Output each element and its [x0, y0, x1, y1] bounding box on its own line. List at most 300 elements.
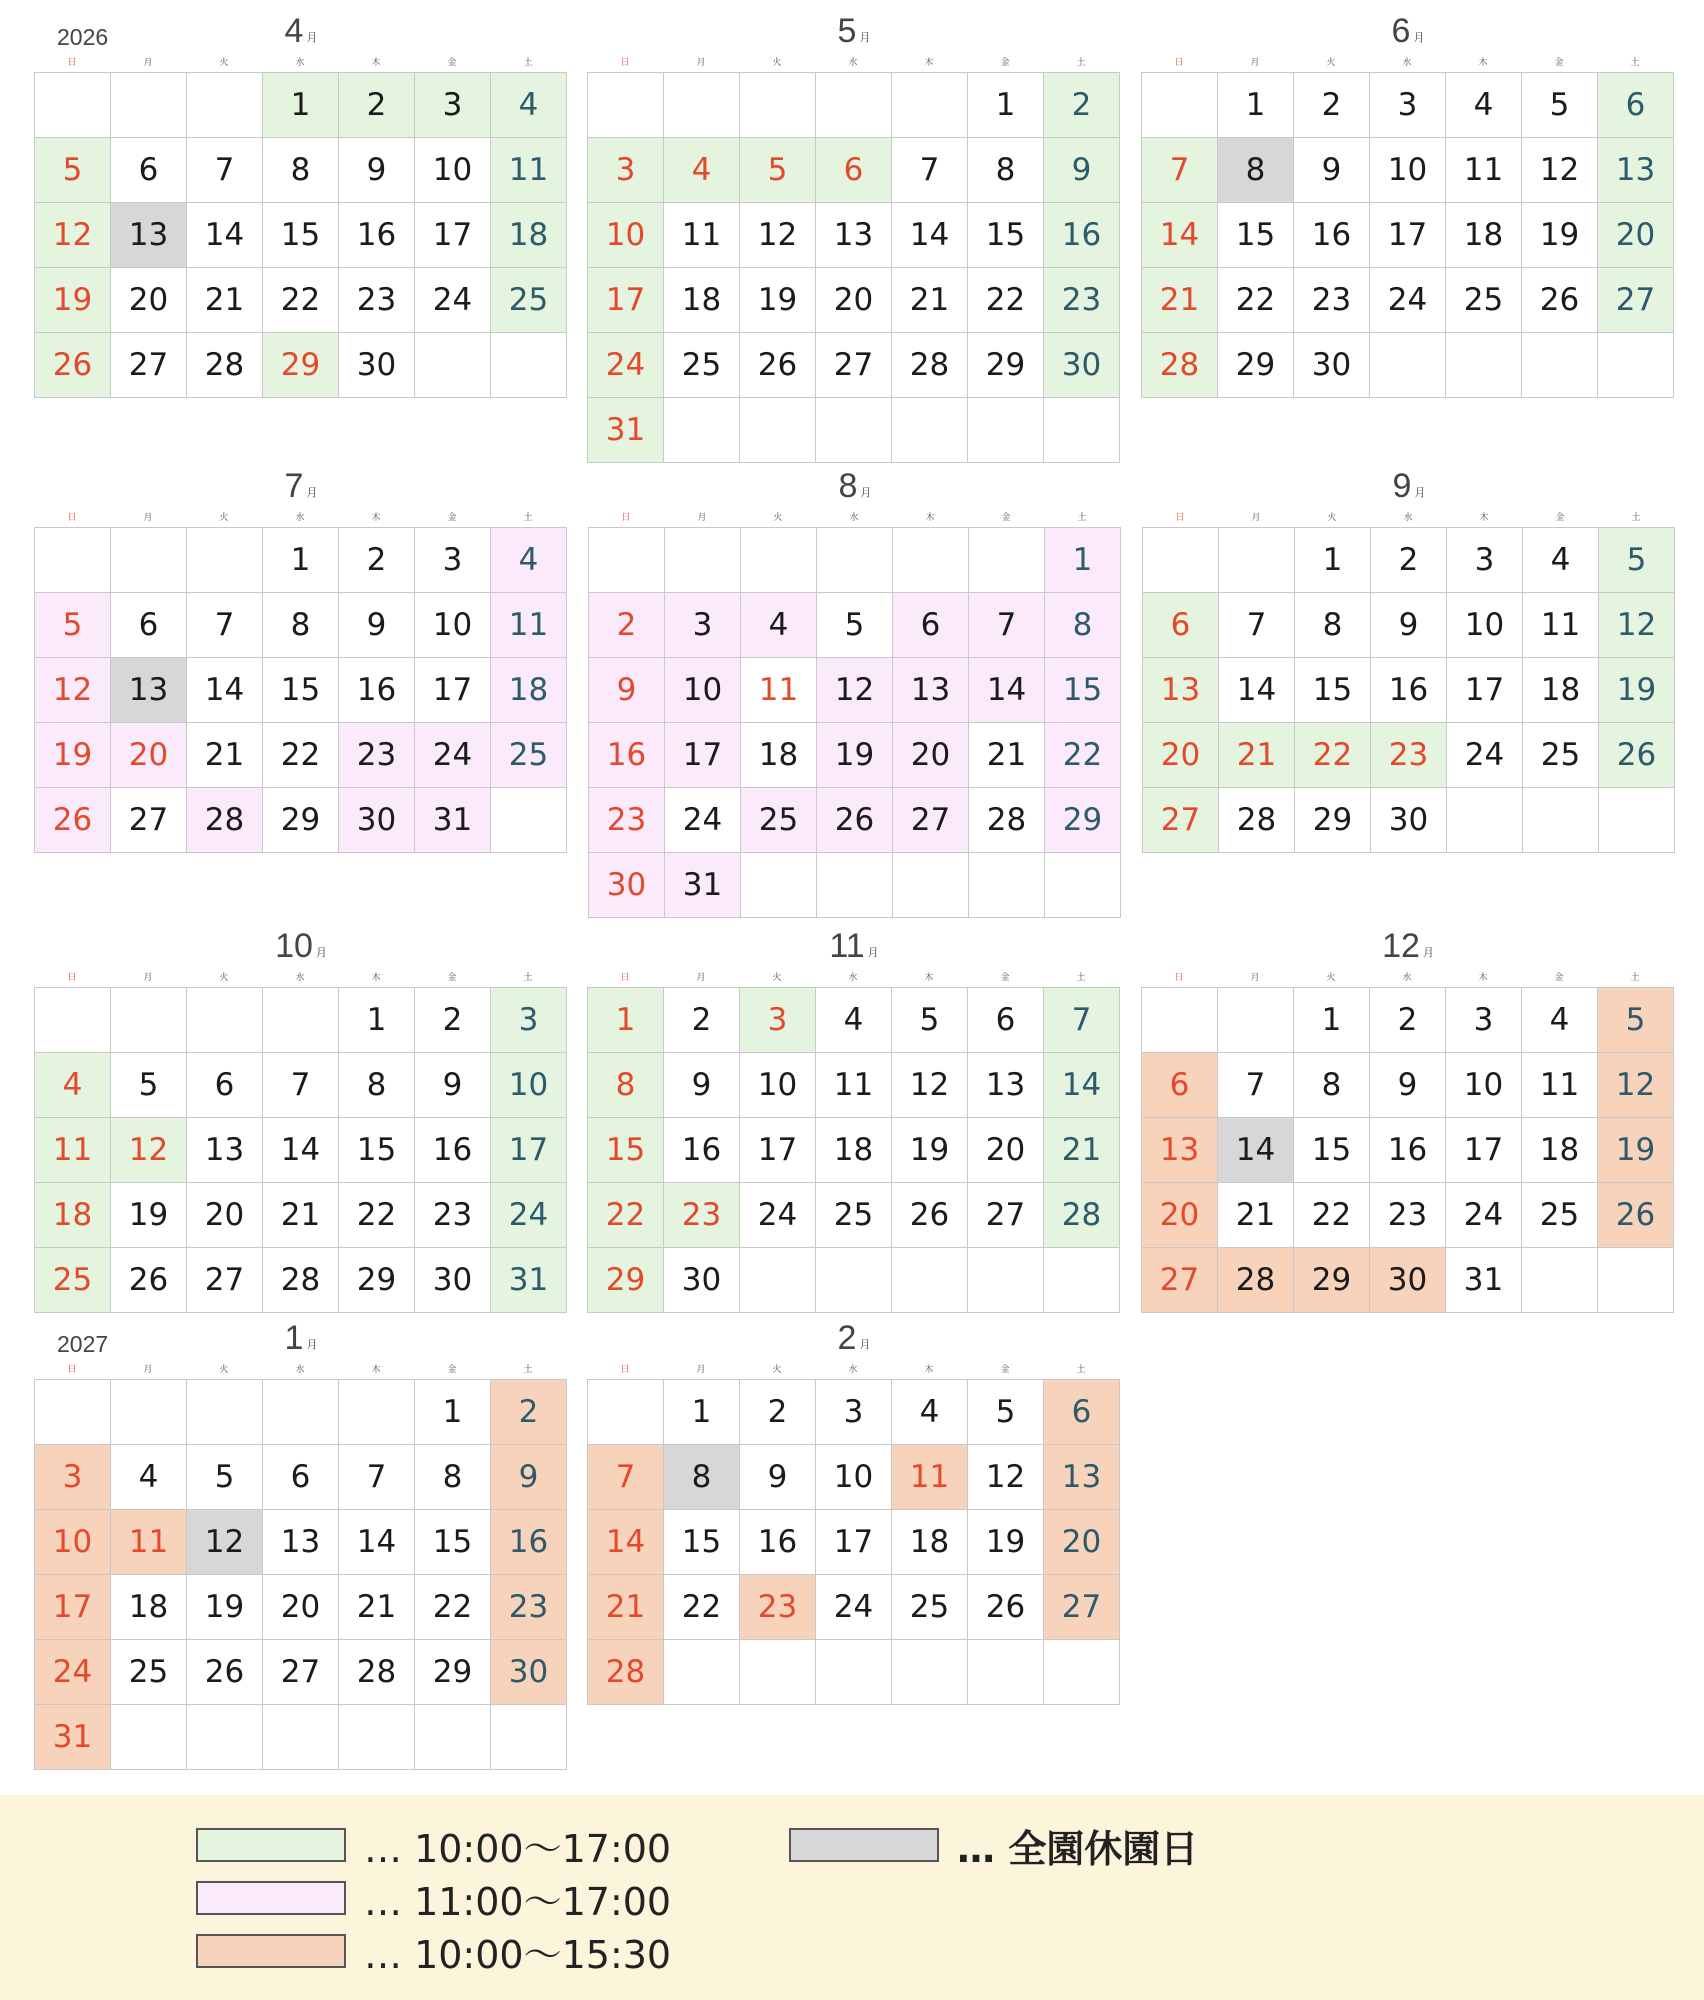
- day-cell: 19: [968, 1510, 1044, 1575]
- day-cell: 25: [491, 723, 567, 788]
- empty-cell: [968, 1248, 1044, 1313]
- day-cell: 23: [1294, 268, 1370, 333]
- day-cell: 26: [968, 1575, 1044, 1640]
- day-cell: 20: [893, 723, 969, 788]
- day-cell: 14: [588, 1510, 664, 1575]
- day-cell: 13: [816, 203, 892, 268]
- empty-cell: [816, 1248, 892, 1313]
- empty-cell: [111, 73, 187, 138]
- day-cell: 17: [816, 1510, 892, 1575]
- day-cell: 10: [816, 1445, 892, 1510]
- day-cell: 17: [415, 658, 491, 723]
- day-cell: 21: [187, 723, 263, 788]
- day-cell: 6: [893, 593, 969, 658]
- day-cell: 25: [1522, 1183, 1598, 1248]
- day-cell: 23: [339, 268, 415, 333]
- day-cell: 2: [339, 73, 415, 138]
- month-header: [587, 915, 1121, 967]
- day-cell: 12: [35, 658, 111, 723]
- day-cell: 21: [1044, 1118, 1120, 1183]
- month-calendar-2026-08: [588, 455, 1122, 903]
- day-cell: 12: [1599, 593, 1675, 658]
- day-cell: 3: [491, 988, 567, 1053]
- day-cell: 10: [740, 1053, 816, 1118]
- day-cell: 22: [415, 1575, 491, 1640]
- day-cell: 7: [892, 138, 968, 203]
- weekday-header: [34, 971, 568, 985]
- month-calendar-2026-10: [34, 915, 568, 1298]
- month-calendar-2026-07: [34, 455, 568, 838]
- month-number: 9: [1392, 467, 1412, 505]
- empty-cell: [111, 1705, 187, 1770]
- day-cell: 7: [263, 1053, 339, 1118]
- day-cell: 16: [415, 1118, 491, 1183]
- weekday-label: 火: [772, 1365, 782, 1375]
- day-cell: 12: [968, 1445, 1044, 1510]
- day-cell: 19: [187, 1575, 263, 1640]
- day-cell: 16: [339, 658, 415, 723]
- day-cell: 27: [111, 788, 187, 853]
- day-cell: 3: [415, 528, 491, 593]
- month-calendar-2026-06: [1141, 0, 1675, 383]
- empty-cell: [1219, 528, 1295, 593]
- day-cell: 23: [339, 723, 415, 788]
- empty-cell: [1044, 398, 1120, 463]
- day-cell: 7: [969, 593, 1045, 658]
- empty-cell: [1446, 333, 1522, 398]
- month-suffix: 月: [1413, 31, 1425, 44]
- day-cell: 27: [187, 1248, 263, 1313]
- weekday-label: 金: [1000, 973, 1010, 983]
- empty-cell: [740, 398, 816, 463]
- weekday-label: 日: [621, 513, 631, 523]
- day-cell: 3: [35, 1445, 111, 1510]
- weekday-label: 日: [1174, 58, 1184, 68]
- day-cell: 1: [339, 988, 415, 1053]
- weekday-label: 火: [219, 513, 229, 523]
- day-cell: 12: [817, 658, 893, 723]
- day-cell: 6: [1142, 1053, 1218, 1118]
- day-cell: 2: [1370, 988, 1446, 1053]
- day-cell: 5: [1599, 528, 1675, 593]
- day-cell: 13: [1598, 138, 1674, 203]
- day-cell: 7: [588, 1445, 664, 1510]
- day-cell: 9: [589, 658, 665, 723]
- day-cell: 16: [491, 1510, 567, 1575]
- day-cell: 29: [968, 333, 1044, 398]
- day-cell: 18: [1522, 1118, 1598, 1183]
- day-cell: 27: [263, 1640, 339, 1705]
- day-cell: 20: [1142, 1183, 1218, 1248]
- day-cell: 29: [263, 333, 339, 398]
- year-label: 2027: [57, 1331, 109, 1357]
- day-cell: 5: [740, 138, 816, 203]
- day-cell: 15: [1294, 1118, 1370, 1183]
- weekday-label: 火: [219, 58, 229, 68]
- weekday-header: [34, 1363, 568, 1377]
- weekday-label: 土: [1630, 973, 1640, 983]
- day-cell: 14: [1219, 658, 1295, 723]
- weekday-label: 火: [773, 513, 783, 523]
- empty-cell: [187, 1705, 263, 1770]
- day-cell: 23: [740, 1575, 816, 1640]
- day-cell: 21: [263, 1183, 339, 1248]
- day-cell: 11: [741, 658, 817, 723]
- day-cell: 21: [892, 268, 968, 333]
- day-cell: 14: [892, 203, 968, 268]
- day-cell: 21: [1218, 1183, 1294, 1248]
- day-cell: 11: [491, 593, 567, 658]
- empty-cell: [893, 528, 969, 593]
- day-cell: 25: [1446, 268, 1522, 333]
- day-cell: 22: [588, 1183, 664, 1248]
- month-grid: [1142, 527, 1675, 853]
- day-cell: 22: [1294, 1183, 1370, 1248]
- legend-label-orange: … 10:00〜15:30: [364, 1932, 672, 1977]
- day-cell: 16: [1044, 203, 1120, 268]
- day-cell: 28: [969, 788, 1045, 853]
- empty-cell: [968, 1640, 1044, 1705]
- day-cell: 17: [665, 723, 741, 788]
- weekday-label: 木: [371, 513, 381, 523]
- weekday-header: [1141, 971, 1675, 985]
- day-cell: 22: [263, 723, 339, 788]
- day-cell: 1: [263, 73, 339, 138]
- day-cell: 21: [1219, 723, 1295, 788]
- empty-cell: [1045, 853, 1121, 918]
- day-cell: 1: [588, 988, 664, 1053]
- day-cell: 25: [664, 333, 740, 398]
- day-cell: 22: [664, 1575, 740, 1640]
- day-cell: 9: [664, 1053, 740, 1118]
- empty-cell: [969, 853, 1045, 918]
- day-cell: 31: [491, 1248, 567, 1313]
- day-cell: 15: [263, 203, 339, 268]
- month-grid: [587, 72, 1120, 463]
- weekday-header: [1141, 56, 1675, 70]
- empty-cell: [415, 333, 491, 398]
- empty-cell: [664, 1640, 740, 1705]
- day-cell: 23: [664, 1183, 740, 1248]
- month-number: 4: [284, 12, 304, 50]
- empty-cell: [968, 398, 1044, 463]
- month-calendar-2026-04: [34, 0, 568, 383]
- empty-cell: [741, 853, 817, 918]
- empty-cell: [740, 73, 816, 138]
- legend-label-gray: … 全園休園日: [957, 1826, 1199, 1871]
- empty-cell: [111, 528, 187, 593]
- empty-cell: [263, 988, 339, 1053]
- day-cell: 6: [263, 1445, 339, 1510]
- day-cell: 18: [491, 658, 567, 723]
- month-calendar-2026-11: [587, 915, 1121, 1298]
- day-cell: 13: [111, 203, 187, 268]
- weekday-label: 金: [1555, 513, 1565, 523]
- day-cell: 26: [1522, 268, 1598, 333]
- weekday-header: [587, 1363, 1121, 1377]
- weekday-label: 土: [523, 1365, 533, 1375]
- day-cell: 6: [1143, 593, 1219, 658]
- empty-cell: [1143, 528, 1219, 593]
- day-cell: 24: [491, 1183, 567, 1248]
- day-cell: 11: [664, 203, 740, 268]
- day-cell: 15: [588, 1118, 664, 1183]
- day-cell: 24: [35, 1640, 111, 1705]
- day-cell: 4: [1446, 73, 1522, 138]
- day-cell: 6: [187, 1053, 263, 1118]
- day-cell: 28: [1044, 1183, 1120, 1248]
- weekday-label: 火: [772, 973, 782, 983]
- weekday-header: [587, 56, 1121, 70]
- empty-cell: [491, 788, 567, 853]
- day-cell: 16: [740, 1510, 816, 1575]
- day-cell: 28: [1219, 788, 1295, 853]
- month-number: 5: [837, 12, 857, 50]
- weekday-label: 金: [1000, 1365, 1010, 1375]
- day-cell: 18: [1523, 658, 1599, 723]
- weekday-label: 金: [447, 513, 457, 523]
- empty-cell: [1370, 333, 1446, 398]
- day-cell: 30: [491, 1640, 567, 1705]
- day-cell: 26: [1599, 723, 1675, 788]
- day-cell: 6: [1044, 1380, 1120, 1445]
- month-number: 8: [838, 467, 858, 505]
- weekday-header: [588, 511, 1122, 525]
- empty-cell: [816, 73, 892, 138]
- day-cell: 18: [741, 723, 817, 788]
- empty-cell: [816, 1640, 892, 1705]
- day-cell: 29: [415, 1640, 491, 1705]
- month-title: [588, 469, 1122, 503]
- day-cell: 24: [1446, 1183, 1522, 1248]
- day-cell: 23: [589, 788, 665, 853]
- day-cell: 30: [664, 1248, 740, 1313]
- empty-cell: [589, 528, 665, 593]
- day-cell: 2: [1044, 73, 1120, 138]
- weekday-label: 月: [696, 973, 706, 983]
- day-cell: 28: [588, 1640, 664, 1705]
- day-cell: 12: [740, 203, 816, 268]
- empty-cell: [588, 1380, 664, 1445]
- day-cell: 20: [111, 723, 187, 788]
- empty-cell: [1522, 333, 1598, 398]
- day-cell: 9: [491, 1445, 567, 1510]
- day-cell: 20: [816, 268, 892, 333]
- empty-cell: [664, 73, 740, 138]
- weekday-header: [34, 511, 568, 525]
- weekday-label: 月: [143, 973, 153, 983]
- empty-cell: [1522, 1248, 1598, 1313]
- month-title: [1141, 14, 1675, 48]
- empty-cell: [892, 1248, 968, 1313]
- day-cell: 24: [415, 268, 491, 333]
- day-cell: 18: [35, 1183, 111, 1248]
- day-cell: 22: [968, 268, 1044, 333]
- day-cell: 24: [415, 723, 491, 788]
- empty-cell: [817, 853, 893, 918]
- month-title: [34, 469, 568, 503]
- empty-cell: [741, 528, 817, 593]
- day-cell: 10: [1370, 138, 1446, 203]
- day-cell: 25: [111, 1640, 187, 1705]
- day-cell: 19: [35, 723, 111, 788]
- empty-cell: [1142, 73, 1218, 138]
- day-cell: 25: [816, 1183, 892, 1248]
- day-cell: 15: [263, 658, 339, 723]
- day-cell: 28: [892, 333, 968, 398]
- day-cell: 19: [817, 723, 893, 788]
- day-cell: 26: [35, 333, 111, 398]
- day-cell: 20: [111, 268, 187, 333]
- weekday-label: 月: [697, 513, 707, 523]
- weekday-label: 土: [1630, 58, 1640, 68]
- day-cell: 4: [892, 1380, 968, 1445]
- day-cell: 7: [187, 593, 263, 658]
- day-cell: 21: [187, 268, 263, 333]
- day-cell: 13: [187, 1118, 263, 1183]
- day-cell: 18: [1446, 203, 1522, 268]
- day-cell: 19: [892, 1118, 968, 1183]
- day-cell: 16: [589, 723, 665, 788]
- weekday-label: 木: [371, 1365, 381, 1375]
- day-cell: 9: [339, 138, 415, 203]
- day-cell: 20: [1598, 203, 1674, 268]
- month-header: [1141, 915, 1675, 967]
- day-cell: 7: [1044, 988, 1120, 1053]
- empty-cell: [35, 73, 111, 138]
- day-cell: 15: [1218, 203, 1294, 268]
- day-cell: 3: [1446, 988, 1522, 1053]
- day-cell: 27: [1044, 1575, 1120, 1640]
- weekday-label: 木: [371, 58, 381, 68]
- weekday-label: 木: [924, 58, 934, 68]
- day-cell: 8: [263, 593, 339, 658]
- day-cell: 1: [1218, 73, 1294, 138]
- day-cell: 19: [1522, 203, 1598, 268]
- day-cell: 5: [817, 593, 893, 658]
- day-cell: 24: [588, 333, 664, 398]
- day-cell: 16: [339, 203, 415, 268]
- day-cell: 29: [1294, 1248, 1370, 1313]
- day-cell: 13: [968, 1053, 1044, 1118]
- day-cell: 10: [35, 1510, 111, 1575]
- weekday-label: 水: [848, 58, 858, 68]
- weekday-label: 水: [295, 1365, 305, 1375]
- empty-cell: [740, 1248, 816, 1313]
- day-cell: 27: [1598, 268, 1674, 333]
- legend-item-orange: [196, 1931, 672, 1977]
- day-cell: 13: [1044, 1445, 1120, 1510]
- day-cell: 19: [111, 1183, 187, 1248]
- day-cell: 16: [1371, 658, 1447, 723]
- empty-cell: [491, 333, 567, 398]
- day-cell: 2: [1294, 73, 1370, 138]
- day-cell: 15: [339, 1118, 415, 1183]
- month-calendar-2026-12: [1141, 915, 1675, 1298]
- day-cell: 2: [339, 528, 415, 593]
- day-cell: 25: [35, 1248, 111, 1313]
- day-cell: 22: [339, 1183, 415, 1248]
- month-suffix: 月: [1422, 946, 1434, 959]
- weekday-header: [34, 56, 568, 70]
- day-cell: 14: [187, 203, 263, 268]
- day-cell: 21: [588, 1575, 664, 1640]
- month-number: 11: [829, 927, 865, 965]
- month-title: [1141, 929, 1675, 963]
- day-cell: 12: [111, 1118, 187, 1183]
- day-cell: 18: [111, 1575, 187, 1640]
- day-cell: 20: [968, 1118, 1044, 1183]
- weekday-label: 金: [1001, 513, 1011, 523]
- empty-cell: [35, 988, 111, 1053]
- day-cell: 15: [1295, 658, 1371, 723]
- weekday-label: 木: [1478, 973, 1488, 983]
- day-cell: 8: [968, 138, 1044, 203]
- day-cell: 16: [1294, 203, 1370, 268]
- empty-cell: [263, 1380, 339, 1445]
- day-cell: 7: [339, 1445, 415, 1510]
- day-cell: 18: [892, 1510, 968, 1575]
- month-header: [587, 1307, 1121, 1359]
- day-cell: 13: [1143, 658, 1219, 723]
- weekday-label: 土: [523, 513, 533, 523]
- day-cell: 6: [816, 138, 892, 203]
- month-title: [34, 14, 568, 48]
- month-suffix: 月: [315, 946, 327, 959]
- weekday-label: 水: [295, 513, 305, 523]
- day-cell: 25: [741, 788, 817, 853]
- weekday-label: 月: [696, 58, 706, 68]
- day-cell: 26: [111, 1248, 187, 1313]
- weekday-label: 木: [1478, 58, 1488, 68]
- weekday-label: 水: [1402, 973, 1412, 983]
- day-cell: 1: [1045, 528, 1121, 593]
- day-cell: 15: [664, 1510, 740, 1575]
- day-cell: 27: [111, 333, 187, 398]
- weekday-label: 水: [848, 973, 858, 983]
- month-title: [587, 14, 1121, 48]
- day-cell: 5: [35, 138, 111, 203]
- weekday-label: 水: [1402, 58, 1412, 68]
- day-cell: 4: [1522, 988, 1598, 1053]
- day-cell: 31: [665, 853, 741, 918]
- day-cell: 20: [1143, 723, 1219, 788]
- empty-cell: [35, 1380, 111, 1445]
- day-cell: 28: [339, 1640, 415, 1705]
- empty-cell: [892, 1640, 968, 1705]
- day-cell: 20: [187, 1183, 263, 1248]
- day-cell: 5: [892, 988, 968, 1053]
- day-cell: 28: [187, 788, 263, 853]
- day-cell: 30: [1371, 788, 1447, 853]
- day-cell: 20: [1044, 1510, 1120, 1575]
- day-cell: 31: [1446, 1248, 1522, 1313]
- day-cell: 15: [968, 203, 1044, 268]
- day-cell: 9: [1371, 593, 1447, 658]
- weekday-label: 金: [447, 58, 457, 68]
- day-cell: 26: [740, 333, 816, 398]
- day-cell: 19: [35, 268, 111, 333]
- month-number: 1: [284, 1319, 304, 1357]
- day-cell: 4: [111, 1445, 187, 1510]
- weekday-label: 月: [696, 1365, 706, 1375]
- day-cell: 1: [1295, 528, 1371, 593]
- day-cell: 6: [111, 138, 187, 203]
- day-cell: 3: [1447, 528, 1523, 593]
- empty-cell: [491, 1705, 567, 1770]
- day-cell: 3: [588, 138, 664, 203]
- weekday-label: 水: [1403, 513, 1413, 523]
